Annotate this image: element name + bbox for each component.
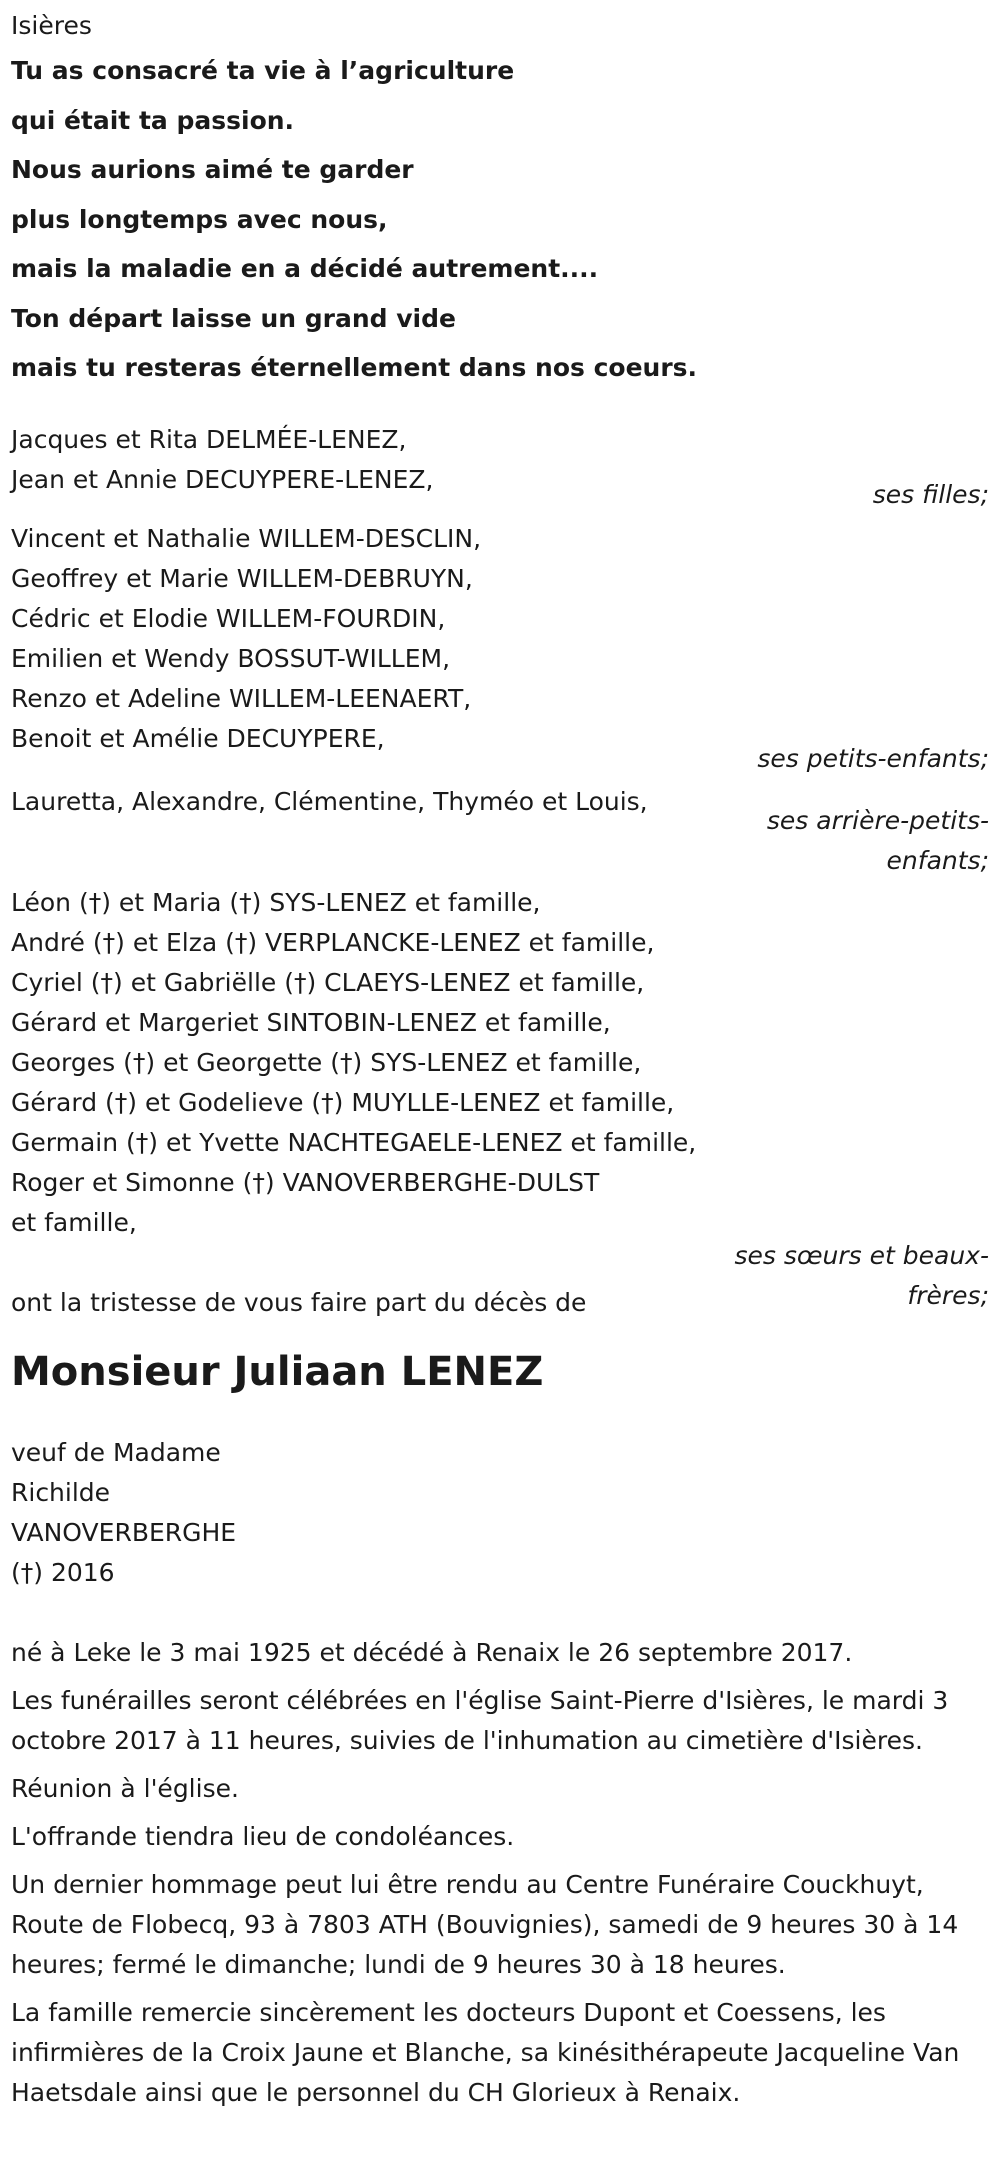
obituary-page bbox=[0, 6, 1000, 2107]
poem-line: mais la maladie en a décidé autrement.... bbox=[11, 254, 599, 283]
poem-line: Tu as consacré ta vie à l’agriculture bbox=[11, 56, 515, 85]
relation-daughters: ses filles; bbox=[872, 479, 989, 509]
widow-line: VANOVERBERGHE bbox=[11, 1517, 237, 1547]
family-line: Jacques et Rita DELMÉE-LENEZ, bbox=[11, 424, 407, 454]
detail-paragraph: La famille remercie sincèrement les docteurs Dupont et Coessens, les infirmières de la Croix Jaune et Blanche, sa kinésithérapeute Jacqueline Van Haetsdale ainsi que le personnel du CH Glorieux à Renaix. bbox=[11, 1997, 960, 2107]
decedent-name: Monsieur Juliaan LENEZ bbox=[11, 1348, 544, 1395]
family-line: et famille, bbox=[11, 1207, 137, 1237]
poem bbox=[11, 46, 989, 393]
relation-grandchildren: ses petits-enfants; bbox=[757, 743, 989, 773]
grandchildren-names bbox=[11, 519, 989, 759]
detail-paragraph: né à Leke le 3 mai 1925 et décédé à Renaix le 26 septembre 2017. bbox=[11, 1637, 853, 1667]
widow-info bbox=[11, 1433, 989, 1593]
family-line: Benoit et Amélie DECUYPERE, bbox=[11, 723, 385, 753]
family-line: Cédric et Elodie WILLEM-FOURDIN, bbox=[11, 603, 446, 633]
family-line: Renzo et Adeline WILLEM-LEENAERT, bbox=[11, 683, 472, 713]
place-name: Isières bbox=[11, 11, 92, 40]
widow-line: veuf de Madame bbox=[11, 1437, 221, 1467]
poem-line: mais tu resteras éternellement dans nos coeurs. bbox=[11, 353, 698, 382]
poem-line: qui était ta passion. bbox=[11, 105, 295, 135]
detail-paragraph: Les funérailles seront célébrées en l'église Saint-Pierre d'Isières, le mardi 3 octobre 2017 à 11 heures, suivies de l'inhumation au cimetière d'Isières. bbox=[11, 1685, 949, 1755]
family-line: Léon (†) et Maria (†) SYS-LENEZ et famille, bbox=[11, 887, 541, 917]
announcement-text: ont la tristesse de vous faire part du décès de bbox=[11, 1287, 587, 1317]
daughters-names bbox=[11, 420, 989, 500]
detail-paragraph: L'offrande tiendra lieu de condoléances. bbox=[11, 1821, 515, 1851]
siblings-names bbox=[11, 883, 989, 1243]
funeral-details bbox=[11, 1633, 989, 2113]
family-line: Georges (†) et Georgette (†) SYS-LENEZ et famille, bbox=[11, 1047, 642, 1077]
detail-paragraph: Un dernier hommage peut lui être rendu au Centre Funéraire Couckhuyt, Route de Flobecq, 93 à 7803 ATH (Bouvignies), samedi de 9 heures 30 à 14 heures; fermé le dimanche; lundi de 9 heures 30 à 18 heures. bbox=[11, 1869, 959, 1979]
detail-paragraph: Réunion à l'église. bbox=[11, 1773, 239, 1803]
relation-siblings: ses sœurs et beaux-frères; bbox=[734, 1240, 989, 1310]
family-line: Gérard et Margeriet SINTOBIN-LENEZ et famille, bbox=[11, 1007, 611, 1037]
family-line: Geoffrey et Marie WILLEM-DEBRUYN, bbox=[11, 563, 473, 593]
widow-line: Richilde bbox=[11, 1477, 111, 1507]
poem-line: Nous aurions aimé te garder bbox=[11, 155, 414, 184]
relation-great-grandchildren: ses arrière-petits-enfants; bbox=[766, 805, 989, 875]
family-list bbox=[11, 420, 989, 2107]
poem-line: plus longtemps avec nous, bbox=[11, 204, 388, 234]
family-line: Germain (†) et Yvette NACHTEGAELE-LENEZ et famille, bbox=[11, 1127, 697, 1157]
poem-line: Ton départ laisse un grand vide bbox=[11, 303, 456, 333]
family-line: Roger et Simonne (†) VANOVERBERGHE-DULST bbox=[11, 1167, 600, 1197]
family-line: André (†) et Elza (†) VERPLANCKE-LENEZ et famille, bbox=[11, 927, 655, 957]
family-line: Jean et Annie DECUYPERE-LENEZ, bbox=[11, 464, 434, 494]
family-line: Vincent et Nathalie WILLEM-DESCLIN, bbox=[11, 523, 482, 553]
widow-line: (†) 2016 bbox=[11, 1557, 115, 1587]
family-line: Emilien et Wendy BOSSUT-WILLEM, bbox=[11, 643, 451, 673]
family-line: Gérard (†) et Godelieve (†) MUYLLE-LENEZ et famille, bbox=[11, 1087, 675, 1117]
family-line: Cyriel (†) et Gabriëlle (†) CLAEYS-LENEZ et famille, bbox=[11, 967, 645, 997]
family-line: Lauretta, Alexandre, Clémentine, Thyméo et Louis, bbox=[11, 786, 648, 816]
